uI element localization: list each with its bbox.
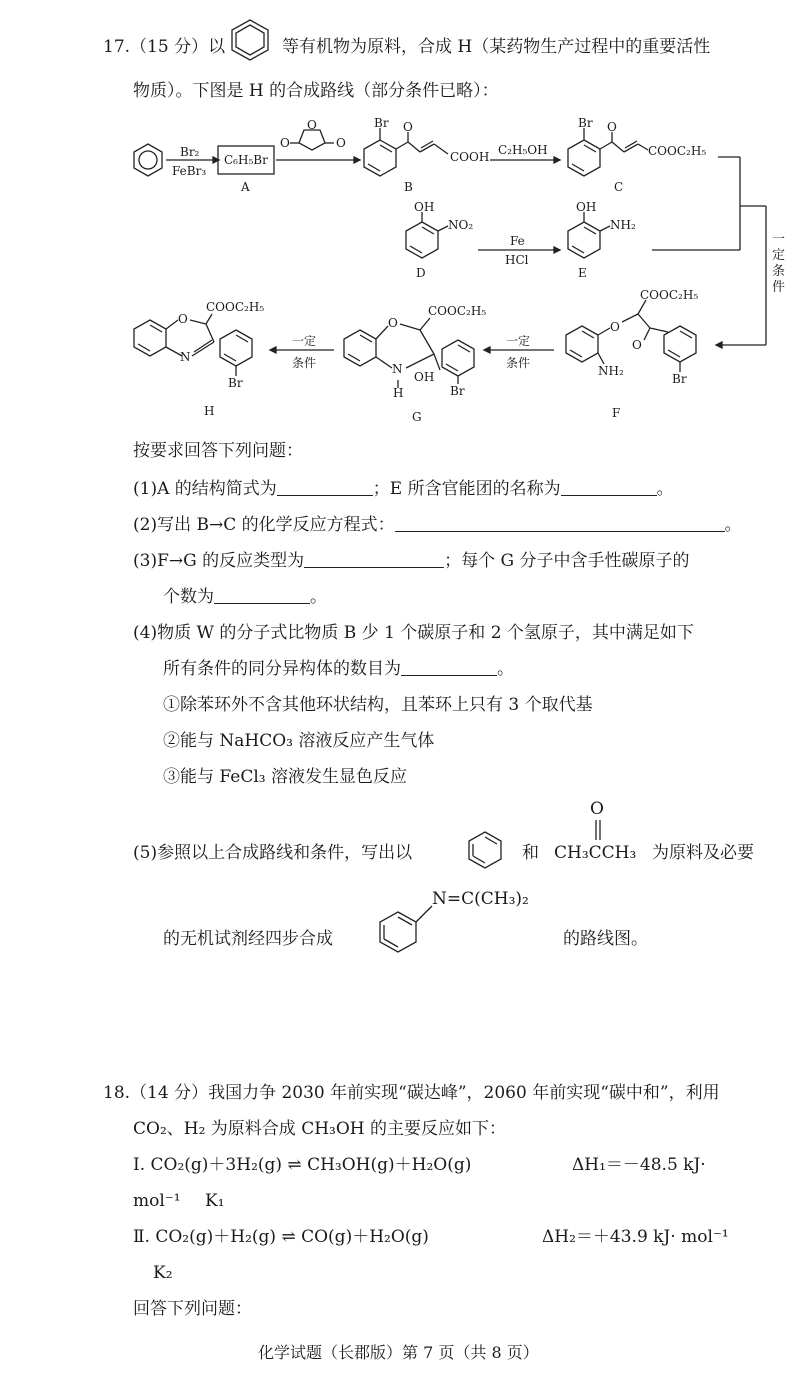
- q17-line2: 物质）。下图是 H 的合成路线（部分条件已略）：: [133, 81, 499, 101]
- compound-b-br: Br: [374, 116, 389, 130]
- q18-prompt: 回答下列问题：: [133, 1299, 252, 1319]
- fg-condition-top: 一定: [506, 334, 531, 348]
- q17-part5-e: 的路线图。: [563, 929, 648, 949]
- q18-line2: CO₂、H₂ 为原料合成 CH₃OH 的主要反应如下：: [133, 1119, 507, 1139]
- compound-g-ester: COOC₂H₅: [428, 304, 487, 318]
- q17-part4-cont: 所有条件的同分异构体的数目为 。: [163, 659, 514, 679]
- compound-e-oh: OH: [576, 200, 597, 214]
- anhydride-o-right: O: [336, 136, 346, 150]
- compound-c-o: O: [607, 120, 617, 134]
- compound-g-o: O: [388, 316, 398, 330]
- r1-reagent-top: Br₂: [180, 145, 200, 159]
- r1-reagent-bottom: FeBr₃: [172, 164, 207, 178]
- compound-f-br: Br: [672, 372, 687, 386]
- q18-reaction1-unit: mol⁻¹: [133, 1191, 181, 1211]
- q18-reaction1-k: K₁: [205, 1191, 225, 1211]
- compound-f-o2: O: [632, 338, 642, 352]
- de-reagent-bottom: HCl: [505, 253, 529, 267]
- q17-part5-d: 的无机试剂经四步合成: [163, 929, 333, 949]
- compound-e-nh2: NH₂: [610, 218, 636, 232]
- compound-g-h: H: [393, 386, 404, 400]
- acetone-oxygen: O: [590, 799, 604, 819]
- anhydride-o-left: O: [280, 136, 290, 150]
- compound-f-label: F: [612, 406, 621, 420]
- compound-c-br: Br: [578, 116, 593, 130]
- q18-reaction2-k: K₂: [153, 1263, 173, 1283]
- bc-reagent: C₂H₅OH: [498, 143, 548, 157]
- q17-part1: (1)A 的结构简式为 ；E 所含官能团的名称为 。: [133, 479, 674, 499]
- compound-g-oh: OH: [414, 370, 435, 384]
- compound-g-n: N: [392, 362, 403, 376]
- compound-h-n: N: [180, 350, 191, 364]
- compound-c-ester: COOC₂H₅: [648, 144, 707, 158]
- compound-c-label: C: [614, 180, 624, 194]
- q17-line1a: 17.（15 分）以: [103, 37, 226, 57]
- q18-reaction1: Ⅰ. CO₂(g)＋3H₂(g) ⇌ CH₃OH(g)＋H₂O(g): [133, 1155, 472, 1175]
- q17-part4: (4)物质 W 的分子式比物质 B 少 1 个碳原子和 2 个氢原子，其中满足如下: [133, 623, 694, 643]
- condition-3: ③能与 FeCl₃ 溶液发生显色反应: [163, 767, 407, 787]
- q17-line1b: 等有机物为原料，合成 H（某药物生产过程中的重要活性: [282, 37, 711, 57]
- condition-2: ②能与 NaHCO₃ 溶液反应产生气体: [163, 731, 435, 751]
- compound-d-oh: OH: [414, 200, 435, 214]
- q17-prompt: 按要求回答下列问题：: [133, 441, 303, 461]
- side-condition: 一 定 条 件: [772, 232, 786, 295]
- compound-f-ester: COOC₂H₅: [640, 288, 699, 302]
- compound-d-label: D: [416, 266, 426, 280]
- fg-condition-bottom: 条件: [506, 356, 531, 370]
- compound-a-formula: C₆H₅Br: [224, 153, 268, 167]
- q18-line1: 18.（14 分）我国力争 2030 年前实现“碳达峰”，2060 年前实现“碳中和”，利用: [103, 1083, 720, 1103]
- q18-reaction1-dh: ΔH₁＝－48.5 kJ·: [572, 1155, 706, 1175]
- gh-condition-top: 一定: [292, 334, 317, 348]
- compound-f-nh2: NH₂: [598, 364, 624, 378]
- compound-e-label: E: [578, 266, 587, 280]
- condition-1: ①除苯环外不含其他环状结构，且苯环上只有 3 个取代基: [163, 695, 593, 715]
- q17-part5-and: 和: [522, 843, 539, 863]
- q17-part3: (3)F→G 的反应类型为 ；每个 G 分子中含手性碳原子的: [133, 551, 690, 571]
- compound-h-o: O: [178, 312, 188, 326]
- compound-a-label: A: [241, 180, 250, 194]
- compound-h-br: Br: [228, 376, 243, 390]
- acetone-formula: CH₃CCH₃: [554, 843, 637, 863]
- q17-part5-c: 为原料及必要: [652, 843, 754, 863]
- compound-b-label: B: [404, 180, 413, 194]
- q18-reaction2-dh: ΔH₂＝＋43.9 kJ· mol⁻¹: [542, 1227, 729, 1247]
- q17-part5-a: (5)参照以上合成路线和条件，写出以: [133, 843, 413, 863]
- compound-h-label: H: [204, 404, 215, 418]
- compound-d-no2: NO₂: [448, 218, 474, 232]
- page-footer: 化学试题（长郡版）第 7 页（共 8 页）: [258, 1343, 539, 1362]
- gh-condition-bottom: 条件: [292, 356, 317, 370]
- compound-g-label: G: [412, 410, 422, 424]
- q17-part3-cont: 个数为 。: [163, 587, 327, 607]
- q17-part2: (2)写出 B→C 的化学反应方程式： 。: [133, 515, 742, 535]
- target-imine-group: N=C(CH₃)₂: [432, 889, 529, 909]
- compound-h-ester: COOC₂H₅: [206, 300, 265, 314]
- anhydride-o-top: O: [307, 118, 317, 132]
- compound-g-br: Br: [450, 384, 465, 398]
- compound-b-o: O: [403, 120, 413, 134]
- q18-reaction2: Ⅱ. CO₂(g)＋H₂(g) ⇌ CO(g)＋H₂O(g): [133, 1227, 429, 1247]
- compound-f-o: O: [610, 320, 620, 334]
- de-reagent-top: Fe: [510, 234, 525, 248]
- compound-b-cooh: COOH: [450, 150, 490, 164]
